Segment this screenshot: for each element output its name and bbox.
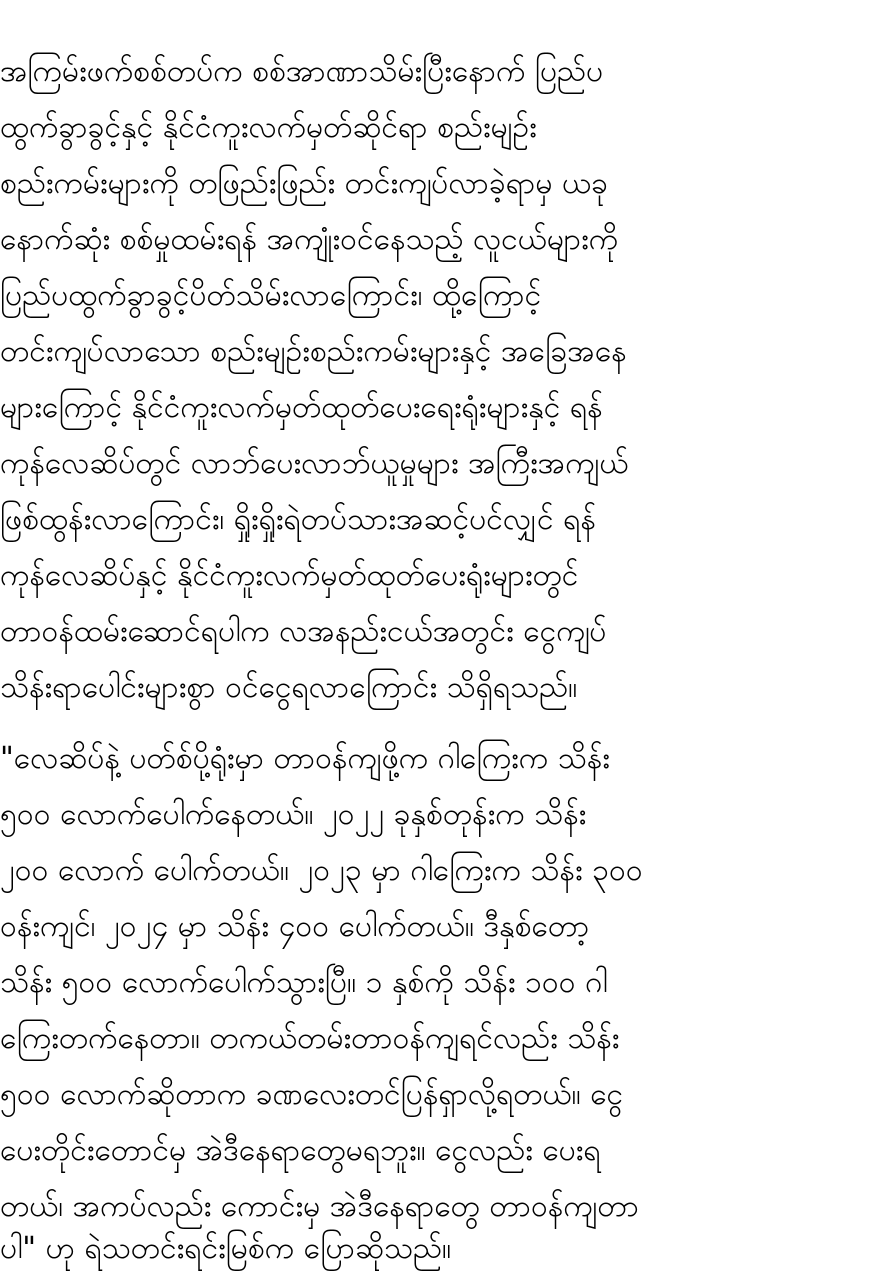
paragraph-line: ၅၀၀ လောက်ပေါက်နေတယ်။ ၂၀၂၂ ခုနှစ်တုန်းက သိန်း — [0, 797, 587, 832]
paragraph-line: ကုန်လေဆိပ်နှင့် နိုင်ငံကူးလက်မှတ်ထုတ်ပေးရုံးများတွင် — [0, 558, 579, 593]
paragraph-line: ပေးတိုင်းတောင်မှ အဲဒီနေရာတွေမရဘူး။ ငွေလည်း ပေးရ — [0, 1133, 601, 1168]
paragraph-line: ဖြစ်ထွန်းလာကြောင်း၊ ရှိုးရှိုးရဲတပ်သားအဆင့်ပင်လျှင် ရန် — [0, 502, 596, 537]
paragraph-line: ၅၀၀ လောက်ဆိုတာက ခဏလေးတင်ပြန်ရှာလို့ရတယ်။ ငွေ — [0, 1077, 624, 1112]
paragraph-line: ဝန်းကျင်၊ ၂၀၂၄ မှာ သိန်း ၄၀၀ ပေါက်တယ်။ ဒီနှစ်တော့ — [0, 909, 590, 944]
paragraph-line: များကြောင့် နိုင်ငံကူးလက်မှတ်ထုတ်ပေးရေးရုံးများနှင့် ရန် — [0, 390, 603, 425]
paragraph-line: ကြေးတက်နေတာ။ တကယ်တမ်းတာဝန်ကျရင်လည်း သိန်း — [0, 1021, 620, 1056]
paragraph-line: အကြမ်းဖက်စစ်တပ်က စစ်အာဏာသိမ်းပြီးနောက် ပြည်ပ — [0, 54, 604, 89]
paragraph-line: ပြည်ပထွက်ခွာခွင့်ပိတ်သိမ်းလာကြောင်း၊ ထို့ကြောင့် — [0, 278, 542, 313]
paragraph-line: ထွက်ခွာခွင့်နှင့် နိုင်ငံကူးလက်မှတ်ဆိုင်ရာ စည်းမျဉ်း — [0, 110, 537, 145]
paragraph-line: ပါ" ဟု ရဲသတင်းရင်းမြစ်က ပြောဆိုသည်။ — [0, 1231, 452, 1266]
paragraph-line: တာဝန်ထမ်းဆောင်ရပါက လအနည်းငယ်အတွင်း ငွေကျပ် — [0, 614, 607, 649]
paragraph-line: ၂၀၀ လောက် ပေါက်တယ်။ ၂၀၂၃ မှာ ဂါကြေးက သိန်း ၃၀၀ — [0, 853, 643, 888]
paragraph-line: ကုန်လေဆိပ်တွင် လာဘ်ပေးလာဘ်ယူမှုများ အကြီးအကျယ် — [0, 446, 629, 481]
paragraph-line: နောက်ဆုံး စစ်မှုထမ်းရန် အကျုံးဝင်နေသည့် လူငယ်များကို — [0, 222, 619, 257]
paragraph-line: သိန်းရာပေါင်းများစွာ ဝင်ငွေရလာကြောင်း သိရှိရသည်။ — [0, 670, 578, 705]
paragraph-line: "လေဆိပ်နဲ့ ပတ်စ်ပို့ရုံးမှာ တာဝန်ကျဖို့က ဂါကြေးက သိန်း — [0, 741, 610, 776]
paragraph-line: တင်းကျပ်လာသော စည်းမျဉ်းစည်းကမ်းများနှင့် အခြေအနေ — [0, 334, 627, 369]
paragraph-line: တယ်၊ အကပ်လည်း ကောင်းမှ အဲဒီနေရာတွေ တာဝန်ကျတာ — [0, 1189, 639, 1224]
paragraph-line: စည်းကမ်းများကို တဖြည်းဖြည်း တင်းကျပ်လာခဲ့ရာမှ ယခု — [0, 166, 608, 201]
paragraph-line: သိန်း ၅၀၀ လောက်ပေါက်သွားပြီ။ ၁ နှစ်ကို သိန်း ၁၀၀ ဂါ — [0, 965, 608, 1000]
